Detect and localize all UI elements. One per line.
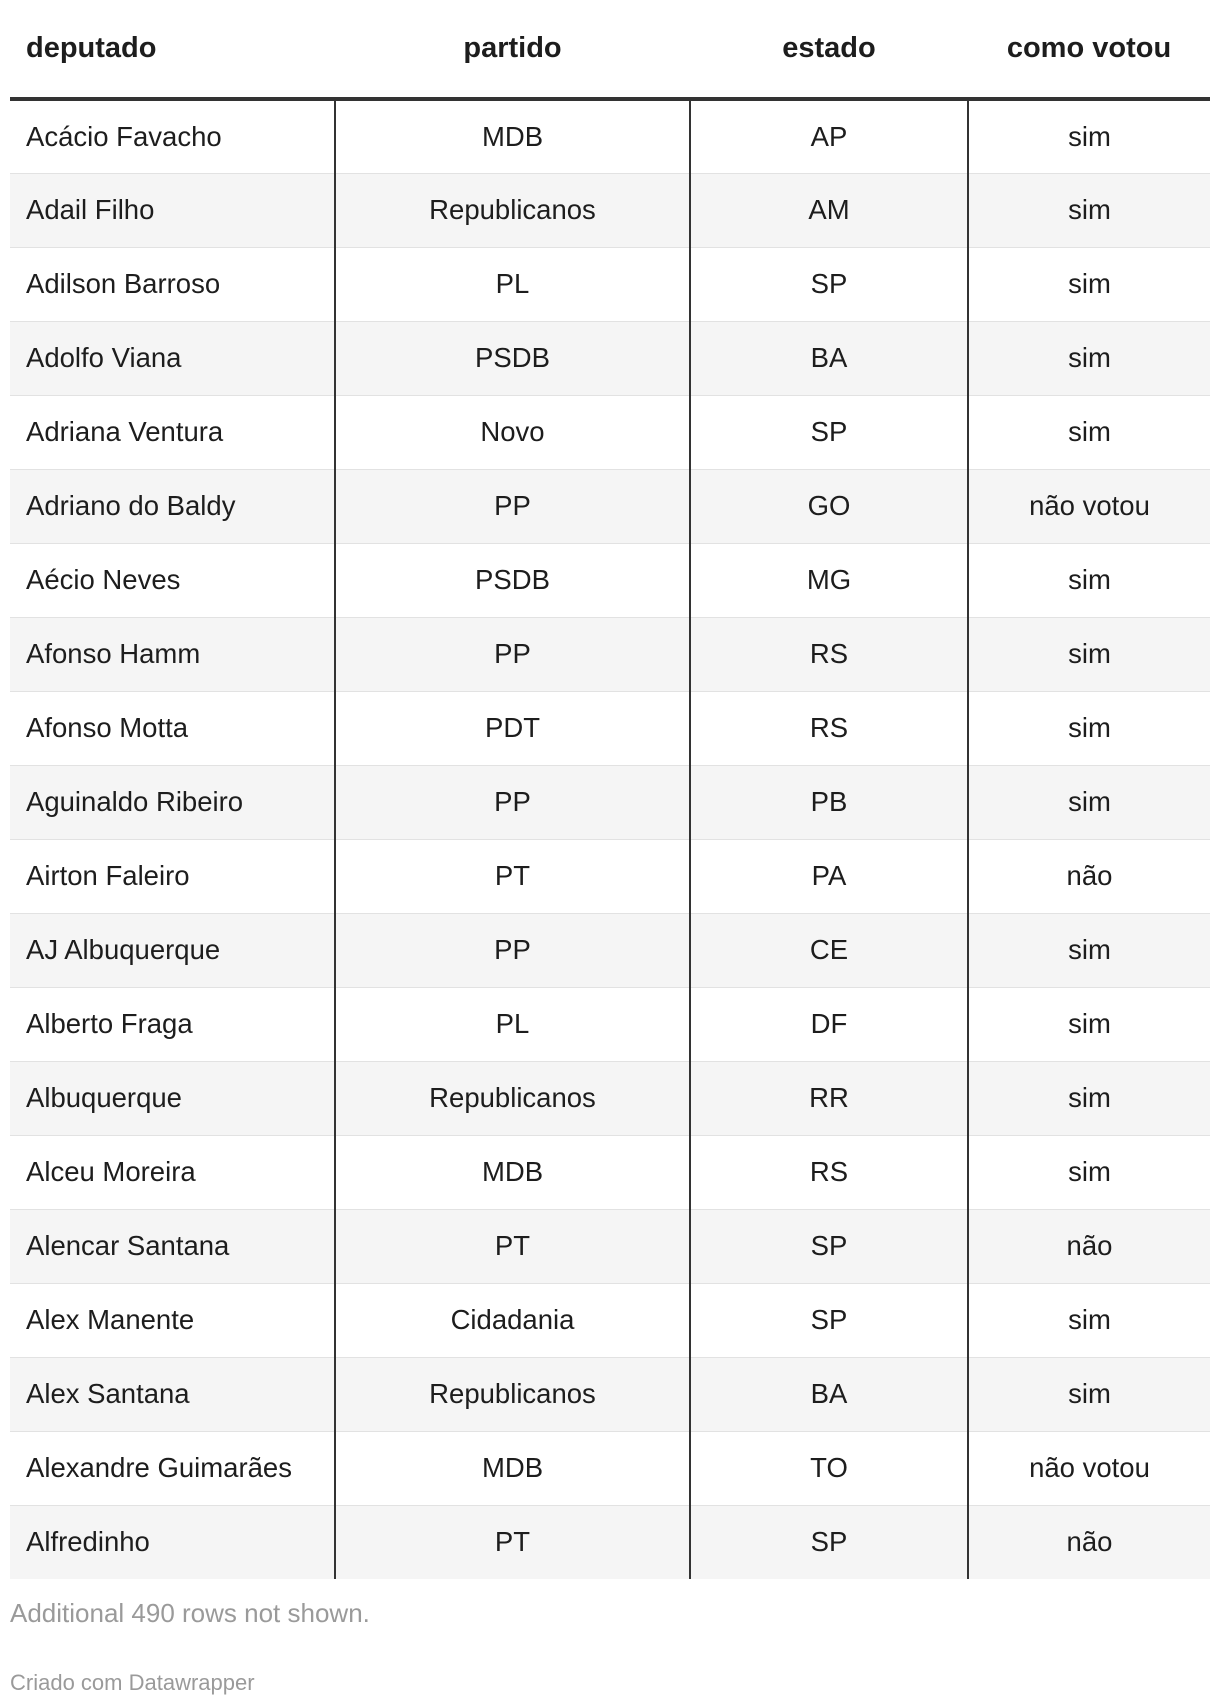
partido-cell: PL (335, 247, 690, 321)
partido-cell: PP (335, 913, 690, 987)
como-votou-cell: não (968, 839, 1210, 913)
estado-cell: CE (690, 913, 968, 987)
table-notes: Additional 490 rows not shown. (10, 1598, 370, 1628)
estado-cell: SP (690, 1209, 968, 1283)
partido-cell: PSDB (335, 321, 690, 395)
partido-cell: PP (335, 469, 690, 543)
table-row (10, 469, 1210, 543)
partido-cell: MDB (335, 1135, 690, 1209)
table-row (10, 321, 1210, 395)
table-row (10, 1505, 1210, 1579)
deputado-cell: Alceu Moreira (10, 1135, 335, 1209)
deputado-cell: Alex Santana (10, 1357, 335, 1431)
estado-cell: DF (690, 987, 968, 1061)
partido-cell: MDB (335, 1431, 690, 1505)
como-votou-cell: sim (968, 173, 1210, 247)
table-row (10, 247, 1210, 321)
estado-cell: SP (690, 395, 968, 469)
partido-cell: Republicanos (335, 1357, 690, 1431)
partido-cell: PP (335, 617, 690, 691)
estado-cell: RS (690, 1135, 968, 1209)
partido-cell: PT (335, 1505, 690, 1579)
estado-cell: RR (690, 1061, 968, 1135)
estado-cell: SP (690, 247, 968, 321)
estado-cell: GO (690, 469, 968, 543)
estado-cell: RS (690, 617, 968, 691)
votes-table (10, 0, 1210, 1579)
deputado-cell: Adail Filho (10, 173, 335, 247)
como-votou-cell: sim (968, 691, 1210, 765)
partido-cell: PT (335, 839, 690, 913)
como-votou-cell: sim (968, 543, 1210, 617)
credit-line[interactable]: Criado com Datawrapper (10, 1670, 255, 1695)
deputado-cell: Alberto Fraga (10, 987, 335, 1061)
estado-cell: TO (690, 1431, 968, 1505)
como-votou-cell: sim (968, 617, 1210, 691)
como-votou-cell: não (968, 1209, 1210, 1283)
datawrapper-table-container (10, 0, 1210, 1579)
estado-cell: AP (690, 99, 968, 173)
deputado-cell: Afonso Hamm (10, 617, 335, 691)
table-row (10, 173, 1210, 247)
estado-cell: BA (690, 1357, 968, 1431)
estado-cell: SP (690, 1505, 968, 1579)
table-row (10, 99, 1210, 173)
table-body (10, 99, 1210, 1579)
deputado-cell: Aécio Neves (10, 543, 335, 617)
deputado-cell: Alencar Santana (10, 1209, 335, 1283)
estado-cell: PA (690, 839, 968, 913)
como-votou-cell: sim (968, 1135, 1210, 1209)
deputado-cell: Adilson Barroso (10, 247, 335, 321)
deputado-cell: Airton Faleiro (10, 839, 335, 913)
estado-cell: MG (690, 543, 968, 617)
table-row (10, 765, 1210, 839)
como-votou-cell: sim (968, 1283, 1210, 1357)
partido-cell: PT (335, 1209, 690, 1283)
table-row (10, 1431, 1210, 1505)
deputado-cell: Adriano do Baldy (10, 469, 335, 543)
como-votou-cell: sim (968, 247, 1210, 321)
deputado-cell: Adriana Ventura (10, 395, 335, 469)
partido-cell: MDB (335, 99, 690, 173)
header-partido[interactable]: partido (335, 0, 690, 99)
partido-cell: Republicanos (335, 173, 690, 247)
table-row (10, 395, 1210, 469)
partido-cell: PP (335, 765, 690, 839)
partido-cell: Cidadania (335, 1283, 690, 1357)
deputado-cell: Alex Manente (10, 1283, 335, 1357)
partido-cell: PDT (335, 691, 690, 765)
como-votou-cell: não (968, 1505, 1210, 1579)
como-votou-cell: não votou (968, 469, 1210, 543)
como-votou-cell: sim (968, 765, 1210, 839)
como-votou-cell: sim (968, 987, 1210, 1061)
como-votou-cell: sim (968, 321, 1210, 395)
table-row (10, 1283, 1210, 1357)
table-row (10, 839, 1210, 913)
header-estado[interactable]: estado (690, 0, 968, 99)
deputado-cell: Adolfo Viana (10, 321, 335, 395)
partido-cell: Novo (335, 395, 690, 469)
table-header-row (10, 0, 1210, 99)
header-deputado[interactable]: deputado (10, 0, 335, 99)
partido-cell: PSDB (335, 543, 690, 617)
como-votou-cell: sim (968, 395, 1210, 469)
table-row (10, 1357, 1210, 1431)
table-row (10, 1061, 1210, 1135)
estado-cell: RS (690, 691, 968, 765)
estado-cell: SP (690, 1283, 968, 1357)
table-row (10, 1135, 1210, 1209)
table-row (10, 1209, 1210, 1283)
deputado-cell: Aguinaldo Ribeiro (10, 765, 335, 839)
header-como-votou[interactable]: como votou (968, 0, 1210, 99)
como-votou-cell: não votou (968, 1431, 1210, 1505)
como-votou-cell: sim (968, 913, 1210, 987)
deputado-cell: Afonso Motta (10, 691, 335, 765)
como-votou-cell: sim (968, 99, 1210, 173)
estado-cell: BA (690, 321, 968, 395)
partido-cell: Republicanos (335, 1061, 690, 1135)
table-row (10, 913, 1210, 987)
deputado-cell: Acácio Favacho (10, 99, 335, 173)
deputado-cell: AJ Albuquerque (10, 913, 335, 987)
deputado-cell: Albuquerque (10, 1061, 335, 1135)
table-row (10, 691, 1210, 765)
table-row (10, 543, 1210, 617)
deputado-cell: Alexandre Guimarães (10, 1431, 335, 1505)
table-row (10, 617, 1210, 691)
estado-cell: PB (690, 765, 968, 839)
table-row (10, 987, 1210, 1061)
estado-cell: AM (690, 173, 968, 247)
partido-cell: PL (335, 987, 690, 1061)
deputado-cell: Alfredinho (10, 1505, 335, 1579)
como-votou-cell: sim (968, 1061, 1210, 1135)
como-votou-cell: sim (968, 1357, 1210, 1431)
